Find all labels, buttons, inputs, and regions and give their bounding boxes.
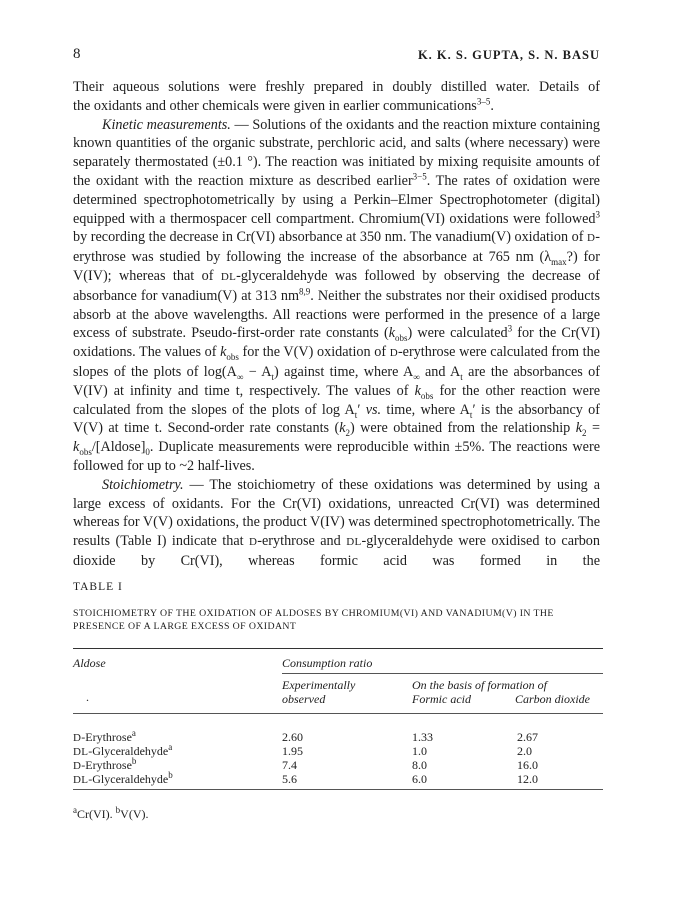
table-cell-carbon-dioxide: 2.0 <box>517 744 532 758</box>
table-cell-aldose <box>73 758 136 773</box>
table-footnote: $^a$Cr(VI). $^b$V(V). <box>73 805 149 821</box>
running-header-authors: K. K. S. GUPTA, S. N. BASU <box>417 48 600 62</box>
table-cell-carbon-dioxide: 12.0 <box>517 772 538 786</box>
table-cell-experimental: 2.60 <box>282 730 303 744</box>
table-cell-formic-acid: 6.0 <box>412 772 427 786</box>
footnote-mark: a <box>131 728 136 738</box>
aldose-prefix: D <box>73 732 82 744</box>
body-text <box>73 78 600 571</box>
header-basis-of-formation: On the basis of formation of <box>412 678 548 692</box>
aldose-name: -Glyceraldehyde <box>88 744 169 758</box>
header-consumption-ratio: Consumption ratio <box>282 656 373 670</box>
table-cell-experimental: 5.6 <box>282 772 297 786</box>
paragraph-stoichiometry: Stoichiometry. — The stoichiometry of these oxidations was determined by using a large excess of oxidants. For the Cr(VI) oxidations, unreacted Cr(VI) was determined whereas for V(V) oxidations, the product V(IV) was determined spectrophotometrically. The results (Table I) indicate that D-erythrose and DL-glyceraldehyde were oxidised to carbon dioxide by Cr(VI), whereas formic acid was formed in the <box>73 476 601 569</box>
consumption-subrule <box>282 673 603 674</box>
aldose-prefix: DL <box>73 774 89 786</box>
table-label: TABLE I <box>73 581 123 593</box>
table-cell-carbon-dioxide: 16.0 <box>517 758 538 772</box>
footnote-mark: b <box>131 756 137 766</box>
header-carbon-dioxide: Carbon dioxide <box>515 692 590 706</box>
header-aldose: Aldose <box>73 656 106 670</box>
table-top-rule <box>73 648 603 649</box>
table-cell-formic-acid: 1.33 <box>412 730 433 744</box>
table-cell-formic-acid: 1.0 <box>412 744 427 758</box>
section-heading-stoichiometry: Stoichiometry. <box>102 476 184 493</box>
table-cell-aldose <box>73 730 136 745</box>
footnote-mark: b <box>168 770 173 780</box>
aldose-prefix: D <box>73 760 82 772</box>
paragraph-kinetic-measurements: Kinetic measurements. — Solutions of the oxidants and the reaction mixture containing known quantities of the organic substrate, perchloric acid, and salts (where necessary) were separately thermostated (±0.1 °). The reaction was initiated by mixing requisite amounts of the oxidant with the reaction mixture as described earlier$^{3-5}$. The rates of oxidation were determined spectrophotometrically by using a Perkin–Elmer Spectrophotometer (digital) equipped with a thermospacer cell compartment. Chromium(VI) oxidations were followed$^3$ by recording the decrease in Cr(VI) absorbance at 350 nm. The vanadium(V) oxidation of D-erythrose was studied by following the increase of the absorbance at 765 nm $(\lambda_{max}?)$ for V(IV); whereas that of DL-glyceraldehyde was followed by observing the decrease of absorbance for vanadium(V) at 313 nm$^{8,9}$. Neither the substrates nor their oxidised products absorb at the above wavelengths. All reactions were performed in the presence of a large excess of substrate. Pseudo-first-order rate constants $(k_{obs})$ were calculated$^3$ for the Cr(VI) oxidations. The values of $k_{obs}$ for the V(V) oxidation of D-erythrose were calculated from the slopes of the plots of $\log(A_\infty - A_t)$ against time, where $A_\infty$ and $A_t$ are the absorbances of V(IV) at infinity and time t, respectively. The values of $k_{obs}$ for the other reaction were calculated from the slopes of the plots of $\log A_t'$ vs. time, where $A_t'$ is the absorbancy of V(V) at time t. Second-order rate constants $(k_2)$ were obtained from the relationship $k_2$ = $k_{obs}/[Aldose]_0$. Duplicate measurements were reproducible within ±5%. The reactions were followed for up to ~2 half-lives. <box>73 116 600 474</box>
table-caption: STOICHIOMETRY OF THE OXIDATION OF ALDOSES BY CHROMIUM(VI) AND VANADIUM(V) IN THE PRESENCE OF A LARGE EXCESS OF OXIDANT <box>73 608 554 632</box>
section-heading-kinetic: Kinetic measurements. <box>102 116 231 133</box>
table-cell-aldose <box>73 744 172 759</box>
aldose-name: -Erythrose <box>81 758 132 772</box>
header-experimental-2: observed <box>282 692 326 706</box>
header-dot: . <box>86 690 89 704</box>
paragraph-1-line-2: the oxidants and other chemicals were given in earlier communications$^{3-5}$. <box>73 96 494 114</box>
footnote-mark: a <box>168 742 173 752</box>
aldose-name: -Glyceraldehyde <box>88 772 169 786</box>
aldose-name: -Erythrose <box>81 730 132 744</box>
table-cell-aldose <box>73 772 173 787</box>
header-formic-acid: Formic acid <box>412 692 471 706</box>
table-header-rule <box>73 713 603 714</box>
header-experimental-1: Experimentally <box>282 678 356 692</box>
table-bottom-rule <box>73 789 603 790</box>
table-cell-experimental: 7.4 <box>282 758 297 772</box>
table-cell-formic-acid: 8.0 <box>412 758 427 772</box>
table-cell-experimental: 1.95 <box>282 744 303 758</box>
table-cell-carbon-dioxide: 2.67 <box>517 730 538 744</box>
paragraph-1-line-1: Their aqueous solutions were freshly prepared in doubly distilled water. Details of <box>73 79 600 95</box>
page-number: 8 <box>73 46 81 62</box>
aldose-prefix: DL <box>73 746 89 758</box>
